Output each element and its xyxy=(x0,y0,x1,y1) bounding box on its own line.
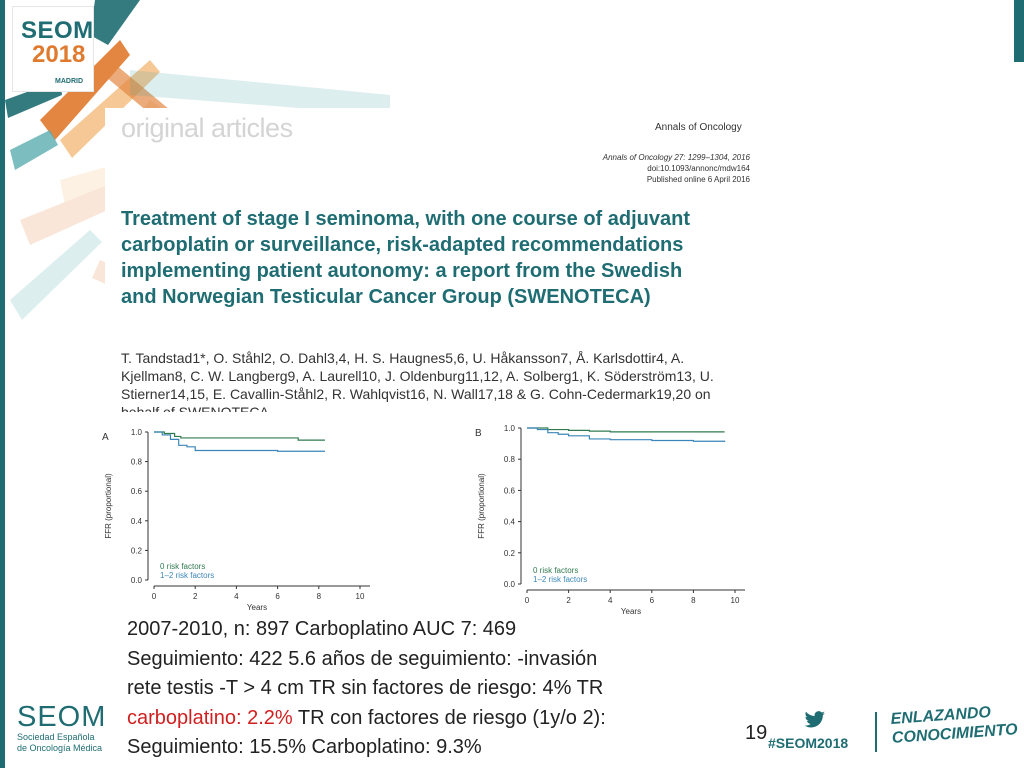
x-tick-label: 4 xyxy=(607,596,613,605)
x-tick-label: 0 xyxy=(151,592,157,601)
citation xyxy=(603,152,750,185)
y-axis-label: FFR (proportional) xyxy=(477,473,486,539)
summary-line-rest: TR con factores de riesgo (1y/o 2): xyxy=(292,706,606,729)
y-tick-label: 0.4 xyxy=(503,517,515,527)
legend-entry: 1–2 risk factors xyxy=(533,575,588,584)
y-axis-label: FFR (proportional) xyxy=(104,473,113,539)
journal-name: Annals of Oncology xyxy=(655,122,742,133)
footer-divider xyxy=(875,712,877,752)
legend-entry: 0 risk factors xyxy=(160,562,206,571)
x-tick-label: 10 xyxy=(355,592,365,601)
article-authors: T. Tandstad1*, O. Ståhl2, O. Dahl3,4, H. S. Haugnes5,6, U. Håkansson7, Å. Karlsdottir4, A. Kjellman8, C. W. Langberg9, A. Laurell10, J. Oldenburg11,12, A. Solberg1, K. Söderström13, U. Stierner14,15, E. Cavallin-Ståhl2, R. Wahlqvist16, N. Wall17,18 & G. Cohn-Cedermark19,20 on xyxy=(121,350,714,402)
y-tick-label: 0.2 xyxy=(503,548,515,558)
citation-line: doi:10.1093/annonc/mdw164 xyxy=(647,164,750,173)
x-tick-label: 0 xyxy=(524,596,530,605)
citation-line: Annals of Oncology 27: 1299–1304, 2016 xyxy=(602,153,750,162)
conference-logo-name: SEOM xyxy=(21,17,94,44)
y-tick-label: 0.2 xyxy=(130,546,142,556)
series-line xyxy=(527,428,725,432)
y-tick-label: 0.6 xyxy=(130,487,142,497)
conference-logo xyxy=(12,6,94,92)
conference-logo-year: 2018 xyxy=(32,41,86,68)
conference-logo-city: MADRID xyxy=(55,78,83,85)
x-tick-label: 10 xyxy=(730,596,740,605)
x-tick-label: 6 xyxy=(275,592,280,601)
y-tick-label: 0.6 xyxy=(503,486,515,496)
x-tick-label: 6 xyxy=(649,596,655,605)
x-tick-label: 8 xyxy=(691,596,696,605)
y-tick-label: 1.0 xyxy=(130,428,142,437)
summary-line: rete testis -T > 4 cm TR sin factores de riesgo: 4% TR xyxy=(127,677,604,699)
summary-line: 2007-2010, n: 897 Carboplatino AUC 7: 469 xyxy=(127,618,517,640)
summary-highlight: carboplatino: 2.2% xyxy=(127,706,293,729)
slide-number: 19 xyxy=(745,722,768,744)
y-tick-label: 0.0 xyxy=(130,576,142,585)
y-tick-label: 0.8 xyxy=(130,457,142,467)
tagline-line: ENLAZANDO xyxy=(890,703,992,728)
y-tick-label: 0.8 xyxy=(503,455,515,465)
footer-logo-subtitle: Sociedad Española xyxy=(17,732,95,742)
panel-label: A xyxy=(102,432,109,443)
x-tick-label: 2 xyxy=(566,596,571,605)
y-tick-label: 1.0 xyxy=(503,424,515,433)
x-tick-label: 8 xyxy=(316,592,322,601)
summary-line: Seguimiento: 422 5.6 años de seguimiento: -invasión xyxy=(127,647,598,670)
survival-plots-svg xyxy=(92,412,752,630)
y-tick-label: 0.0 xyxy=(503,580,515,589)
footer-logo-subtitle: de Oncología Médica xyxy=(17,743,103,753)
x-tick-label: 4 xyxy=(234,592,239,601)
panel-label: B xyxy=(475,428,482,439)
tagline-line: CONOCIMIENTO xyxy=(891,721,1019,747)
summary-line xyxy=(127,704,727,734)
series-line xyxy=(154,432,325,440)
x-axis-label: Years xyxy=(246,603,268,612)
hashtag: #SEOM2018 xyxy=(768,735,849,751)
summary-line: Seguimiento: 15.5% Carboplatino: 9.3% xyxy=(127,736,482,758)
section-header: original articles xyxy=(121,113,293,143)
legend-entry: 0 risk factors xyxy=(533,566,579,575)
footer-logo-name: SEOM xyxy=(17,701,107,733)
x-axis-label: Years xyxy=(620,607,642,616)
summary-text xyxy=(127,615,727,763)
article-title: Treatment of stage I seminoma, with one course of adjuvant carboplatin or surveillance, risk-adapted recommendations implementing patient autonomy: a report from the Swedish and Norwegian Testicular Cancer Group (SWENOTECA) xyxy=(121,208,691,308)
top-right-accent-bar xyxy=(1014,0,1024,62)
x-tick-label: 2 xyxy=(192,592,198,601)
tagline xyxy=(890,701,1018,748)
series-line xyxy=(154,432,325,451)
twitter-bird-icon xyxy=(804,711,826,729)
y-tick-label: 0.4 xyxy=(130,516,142,526)
citation-line: Published online 6 April 2016 xyxy=(646,175,750,184)
legend-entry: 1–2 risk factors xyxy=(160,571,215,580)
survival-plots xyxy=(92,412,752,630)
footer-logo xyxy=(17,702,106,754)
article-header-image xyxy=(105,108,753,408)
